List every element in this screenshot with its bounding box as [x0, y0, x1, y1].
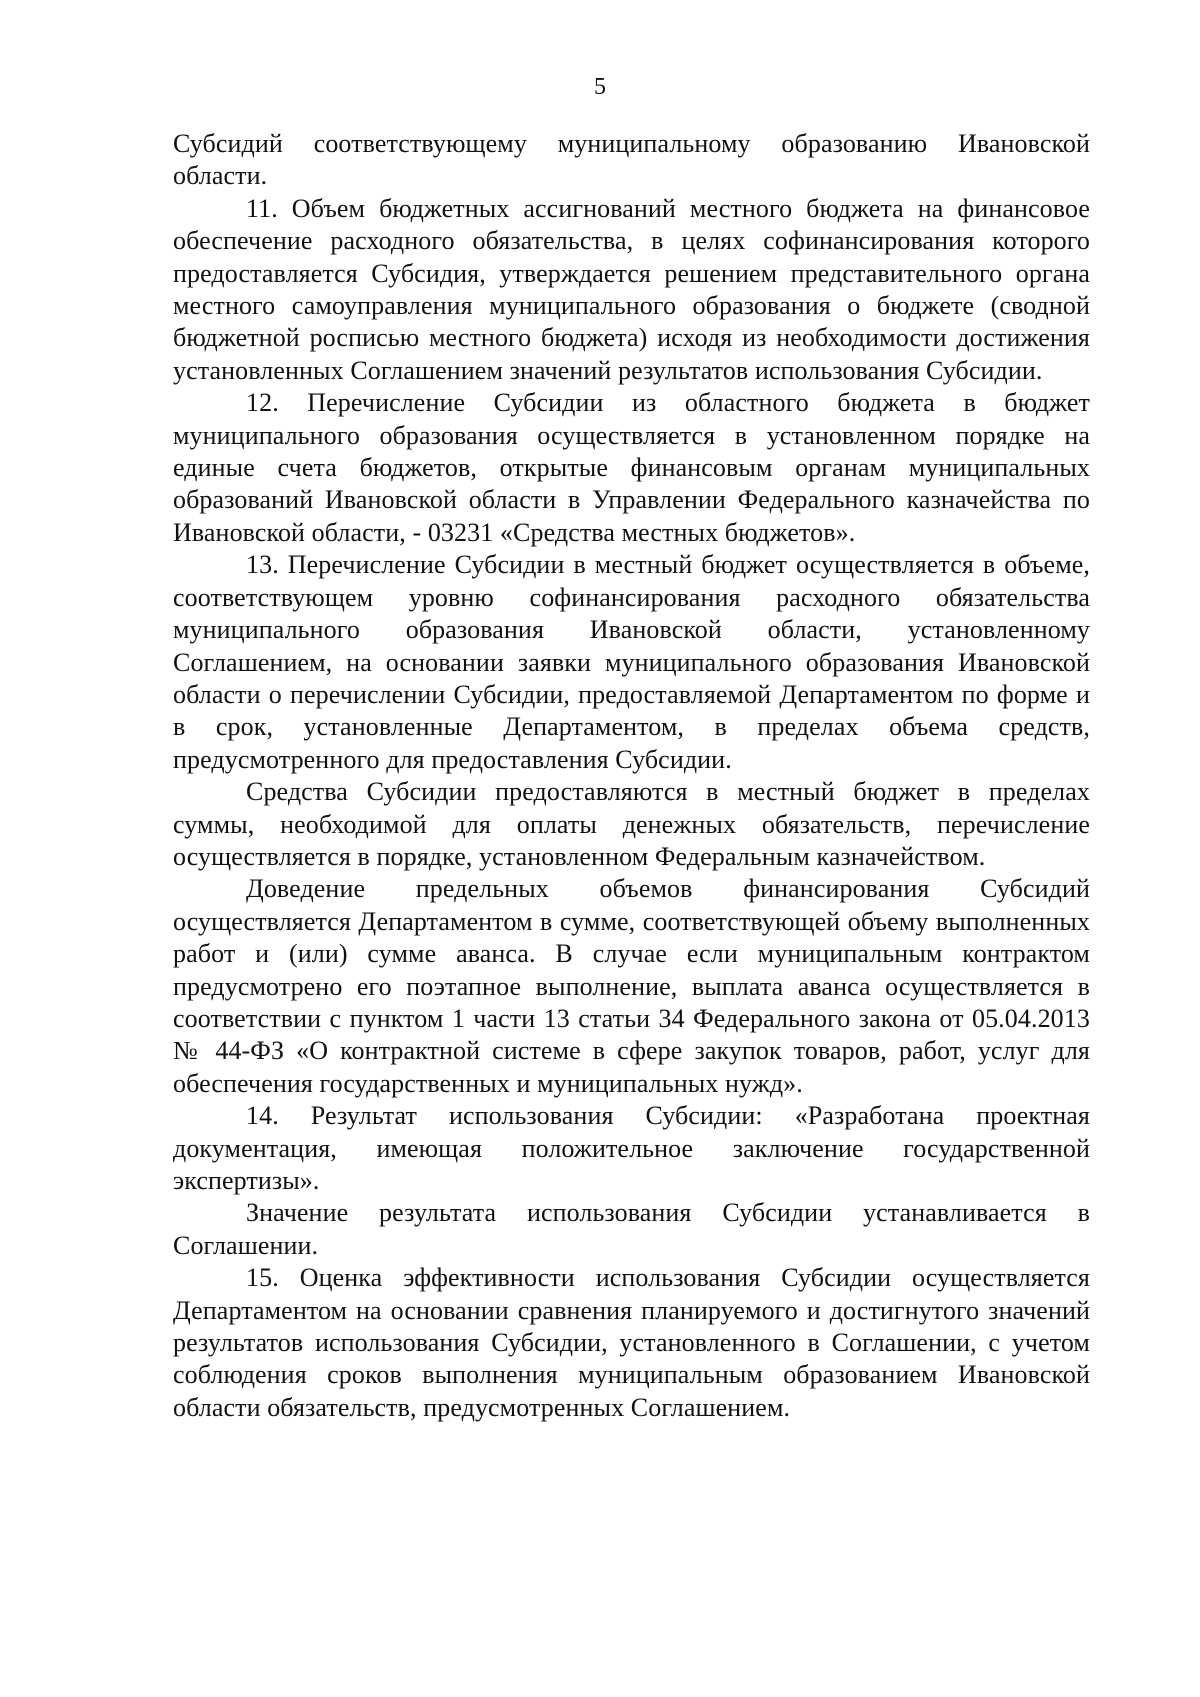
document-body	[173, 128, 1090, 1424]
paragraph-result-value: Значение результата использования Субсидии устанавливается в Соглашении.	[173, 1198, 1090, 1260]
paragraph-item-14: 14. Результат использования Субсидии: «Разработана проектная документация, имеющая положительное заключение государственной экспертизы».	[173, 1101, 1090, 1195]
paragraph-item-13: 13. Перечисление Субсидии в местный бюджет осуществляется в объеме, соответствующем уровню софинансирования расходного обязательства муниципального образования Ивановской области, установленному Соглашением, на основании заявки муниципального образования Ивановской области о перечислении Субсидии, предоставляемой Департаментом по форме и в срок, установленные Департаментом, в пределах объема средств, предусмотренного для предоставления Субсидии.	[173, 550, 1090, 774]
page-number: 5	[594, 74, 606, 100]
paragraph-continuation: Субсидий соответствующему муниципальному образованию Ивановской области.	[173, 129, 1090, 191]
paragraph-item-12: 12. Перечисление Субсидии из областного бюджета в бюджет муниципального образования осуществляется в установленном порядке на единые счета бюджетов, открытые финансовым органам муниципальных образований Ивановской области в Управлении Федерального казначейства по Ивановской области, - 03231 «Средства местных бюджетов».	[173, 388, 1090, 547]
paragraph-subsidy-funds: Средства Субсидии предоставляются в местный бюджет в пределах суммы, необходимой для оплаты денежных обязательств, перечисление осуществляется в порядке, установленном Федеральным казначейством.	[173, 777, 1090, 871]
paragraph-item-15: 15. Оценка эффективности использования Субсидии осуществляется Департаментом на основании сравнения планируемого и достигнутого значений результатов использования Субсидии, установленного в Соглашении, с учетом соблюдения сроков выполнения муниципальным образованием Ивановской области обязательств, предусмотренных Соглашением.	[173, 1263, 1090, 1422]
paragraph-item-11: 11. Объем бюджетных ассигнований местного бюджета на финансовое обеспечение расходного обязательства, в целях софинансирования которого предоставляется Субсидия, утверждается решением представительного органа местного самоуправления муниципального образования о бюджете (сводной бюджетной росписью местного бюджета) исходя из необходимости достижения установленных Соглашением значений результатов использования Субсидии.	[173, 193, 1090, 385]
paragraph-financing-limits: Доведение предельных объемов финансирования Субсидий осуществляется Департаментом в сумме, соответствующей объему выполненных работ и (или) сумме аванса. В случае если муниципальным контрактом предусмотрено его поэтапное выполнение, выплата аванса осуществляется в соответствии с пунктом 1 части 13 статьи 34 Федерального закона от 05.04.2013 № 44-ФЗ «О контрактной системе в сфере закупок товаров, работ, услуг для обеспечения государственных и муниципальных нужд».	[173, 874, 1090, 1098]
